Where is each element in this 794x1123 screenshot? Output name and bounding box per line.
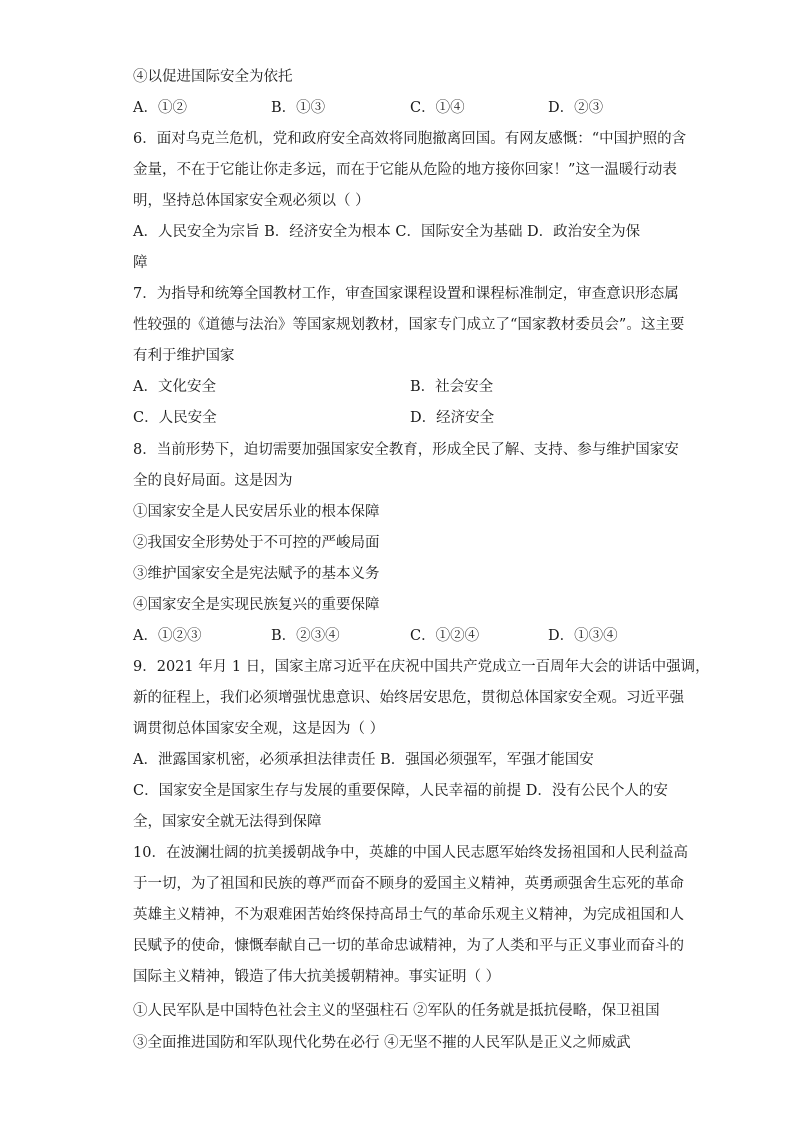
q5-option-b[interactable]: B．①③ xyxy=(271,100,326,116)
q6-stem-line-2: 金量，不在于它能让你走多远，而在于它能从危险的地方接你回家！”这一温暖行动表 xyxy=(133,162,677,178)
q7-stem-line-1: 7．为指导和统筹全国教材工作，审查国家课程设置和课程标准制定，审查意识形态属 xyxy=(133,286,679,302)
q10-statements-line-2: ③全面推进国防和军队现代化势在必行 ④无坚不摧的人民军队是正义之师威武 xyxy=(133,1035,631,1051)
q10-stem-line-2: 于一切，为了祖国和民族的尊严而奋不顾身的爱国主义精神，英勇顽强舍生忘死的革命 xyxy=(133,876,684,892)
q9-stem-line-2: 新的征程上，我们必须增强忧患意识、始终居安思危，贯彻总体国家安全观。习近平强 xyxy=(133,690,684,706)
q10-stem-line-4: 民赋予的使命，慷慨奉献自己一切的革命忠诚精神，为了人类和平与正义事业而奋斗的 xyxy=(133,938,684,954)
q10-stem-line-3: 英雄主义精神，不为艰难困苦始终保持高昂士气的革命乐观主义精神，为完成祖国和人 xyxy=(133,907,684,923)
q5-option-a[interactable]: A．①② xyxy=(133,100,187,116)
q7-option-a[interactable]: A．文化安全 xyxy=(133,379,216,395)
q10-statements-line-1: ①人民军队是中国特色社会主义的坚强柱石 ②军队的任务就是抵抗侵略，保卫祖国 xyxy=(133,1003,660,1019)
q8-stem-line-1: 8．当前形势下，迫切需要加强国家安全教育，形成全民了解、支持、参与维护国家安 xyxy=(133,442,679,458)
q8-stem-line-2: 全的良好局面。这是因为 xyxy=(133,473,293,489)
q6-stem-line-3: 明，坚持总体国家安全观必须以（ ） xyxy=(133,193,370,209)
q7-option-b[interactable]: B．社会安全 xyxy=(410,379,494,395)
q7-option-c[interactable]: C．人民安全 xyxy=(133,410,217,426)
q10-stem-line-5: 国际主义精神，锻造了伟大抗美援朝精神。事实证明（ ） xyxy=(133,969,501,985)
q8-statement-2: ②我国安全形势处于不可控的严峻局面 xyxy=(133,535,380,551)
q7-stem-line-2: 性较强的《道德与法治》等国家规划教材，国家专门成立了“国家教材委员会”。这主要 xyxy=(133,317,685,333)
q8-option-b[interactable]: B．②③④ xyxy=(271,628,340,644)
q8-option-c[interactable]: C．①②④ xyxy=(410,628,480,644)
q8-statement-1: ①国家安全是人民安居乐业的根本保障 xyxy=(133,504,380,520)
q8-option-d[interactable]: D．①③④ xyxy=(548,628,618,644)
q6-options-wrap[interactable]: 障 xyxy=(133,255,148,271)
q9-stem-line-1: 9．2021 年月 1 日，国家主席习近平在庆祝中国共产党成立一百周年大会的讲话中强调， xyxy=(133,659,710,675)
q7-option-d[interactable]: D．经济安全 xyxy=(410,410,495,426)
q5-statement-4: ④以促进国际安全为依托 xyxy=(133,69,293,85)
q9-options-line-3[interactable]: 全，国家安全就无法得到保障 xyxy=(133,814,322,830)
q7-stem-line-3: 有利于维护国家 xyxy=(133,348,235,364)
q6-options[interactable]: A．人民安全为宗旨 B．经济安全为根本 C．国际安全为基础 D．政治安全为保 xyxy=(133,224,641,240)
q9-options-line-1[interactable]: A．泄露国家机密，必须承担法律责任 B．强国必须强军，军强才能国安 xyxy=(133,752,594,768)
q10-stem-line-1: 10．在波澜壮阔的抗美援朝战争中，英雄的中国人民志愿军始终发扬祖国和人民利益高 xyxy=(133,845,688,861)
q6-stem-line-1: 6．面对乌克兰危机，党和政府安全高效将同胞撤离回国。有网友感慨：“中国护照的含 xyxy=(133,131,687,147)
q8-statement-3: ③维护国家安全是宪法赋予的基本义务 xyxy=(133,566,380,582)
q5-option-c[interactable]: C．①④ xyxy=(410,100,465,116)
q5-option-d[interactable]: D．②③ xyxy=(548,100,604,116)
q9-options-line-2[interactable]: C．国家安全是国家生存与发展的重要保障，人民幸福的前提 D．没有公民个人的安 xyxy=(133,783,668,799)
q8-statement-4: ④国家安全是实现民族复兴的重要保障 xyxy=(133,597,380,613)
q8-option-a[interactable]: A．①②③ xyxy=(133,628,202,644)
q9-stem-line-3: 调贯彻总体国家安全观，这是因为（ ） xyxy=(133,721,385,737)
